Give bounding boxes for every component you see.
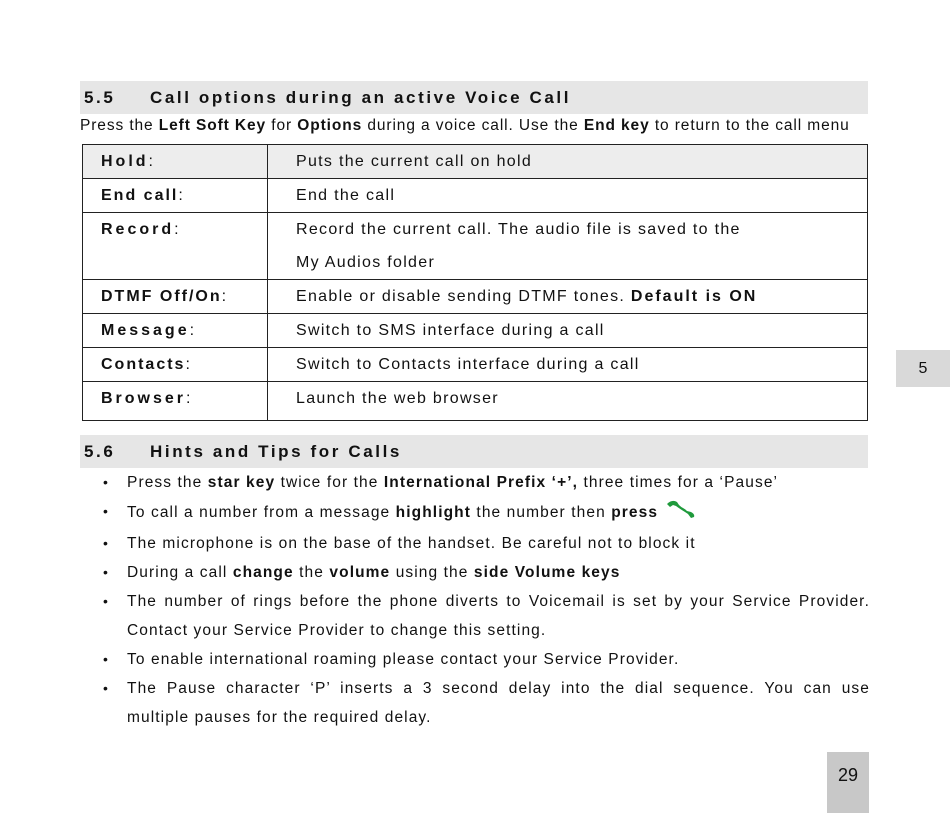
- option-key-cell: [83, 145, 268, 179]
- left-soft-key-label: Left Soft Key: [158, 117, 267, 134]
- tip-text: the: [293, 564, 330, 581]
- option-desc-cell: [268, 145, 868, 179]
- option-desc-cell: [268, 314, 868, 348]
- option-key-cell: [83, 280, 268, 314]
- star-key-label: star key: [207, 474, 276, 491]
- bullet: •: [103, 564, 110, 580]
- list-item: [82, 529, 870, 558]
- intro-text: [80, 117, 870, 135]
- section-number: 5.5: [84, 88, 116, 107]
- intro-part: to return to the call menu: [649, 117, 850, 134]
- side-volume-keys-label: side Volume keys: [473, 564, 621, 581]
- tip-text: Press the: [127, 474, 208, 491]
- option-desc-cell: [268, 382, 868, 421]
- list-item: [82, 558, 870, 587]
- table-row: [83, 179, 868, 213]
- option-separator: :: [189, 322, 196, 339]
- call-options-table: [82, 144, 868, 421]
- option-key-cell: [83, 179, 268, 213]
- table-row: [83, 348, 868, 382]
- option-desc: Switch to SMS interface during a call: [296, 322, 605, 339]
- table-row: [83, 213, 868, 280]
- section-5-6-heading: [80, 435, 868, 468]
- option-desc: Puts the current call on hold: [296, 153, 533, 170]
- tip-text: The Pause character ‘P’ inserts a 3 second delay into the dial sequence. You can use multiple pauses for the required delay.: [127, 680, 870, 726]
- international-prefix-label: International Prefix ‘+’,: [383, 474, 579, 491]
- bullet: •: [103, 680, 110, 696]
- options-label: Options: [297, 117, 363, 134]
- option-desc: Launch the web browser: [296, 390, 499, 407]
- option-desc: Record the current call. The audio file is saved to the: [296, 221, 741, 238]
- bullet: •: [103, 474, 110, 490]
- tip-text: During a call: [127, 564, 233, 581]
- option-name: Contacts: [101, 356, 186, 373]
- intro-part: during a voice call. Use the: [362, 117, 584, 134]
- option-desc-cell: [268, 280, 868, 314]
- list-item: [82, 674, 870, 732]
- page-number: 29: [827, 752, 869, 813]
- section-number: 5.6: [84, 442, 116, 461]
- list-item: [82, 587, 870, 645]
- section-title: Call options during an active Voice Call: [150, 88, 572, 107]
- option-separator: :: [148, 153, 155, 170]
- option-name: Browser: [101, 390, 187, 407]
- bullet: •: [103, 651, 110, 667]
- option-desc: Enable or disable sending DTMF tones.: [296, 288, 631, 305]
- option-name: End call: [101, 187, 179, 204]
- chapter-tab: 5: [896, 350, 950, 387]
- option-key-cell: [83, 348, 268, 382]
- list-item: [82, 645, 870, 674]
- option-desc: End the call: [296, 187, 396, 204]
- end-key-label: End key: [583, 117, 650, 134]
- tip-text: the number then: [471, 504, 612, 522]
- option-desc: My Audios folder: [296, 254, 436, 271]
- tip-text: using the: [390, 564, 474, 581]
- press-label: press: [611, 504, 659, 522]
- option-name: Hold: [101, 153, 149, 170]
- bullet: •: [103, 593, 110, 609]
- option-name: Message: [101, 322, 190, 339]
- change-label: change: [232, 564, 294, 581]
- green-handset-icon: [664, 497, 700, 529]
- bullet: •: [103, 535, 110, 551]
- option-key-cell: [83, 314, 268, 348]
- option-separator: :: [185, 356, 192, 373]
- intro-part: for: [266, 117, 298, 134]
- highlight-label: highlight: [395, 504, 471, 522]
- option-desc: Switch to Contacts interface during a call: [296, 356, 640, 373]
- option-separator: :: [174, 221, 180, 238]
- tip-text: To enable international roaming please contact your Service Provider.: [127, 651, 680, 668]
- table-row: [83, 314, 868, 348]
- option-separator: :: [178, 187, 185, 204]
- tips-list: [82, 468, 870, 732]
- bullet: •: [103, 503, 110, 519]
- option-desc-cell: [268, 179, 868, 213]
- volume-label: volume: [329, 564, 391, 581]
- option-separator: :: [186, 390, 192, 407]
- table-row: [83, 145, 868, 179]
- option-name: Record: [101, 221, 175, 238]
- tip-text: three times for a ‘Pause’: [578, 474, 779, 491]
- option-key-cell: [83, 382, 268, 421]
- intro-part: Press the: [80, 117, 159, 134]
- section-5-5-heading: [80, 81, 868, 114]
- option-name: DTMF Off/On: [101, 288, 222, 305]
- option-desc-cell: [268, 348, 868, 382]
- tip-text: The microphone is on the base of the handset. Be careful not to block it: [127, 535, 696, 552]
- option-desc-cell: [268, 213, 868, 280]
- option-separator: :: [221, 288, 228, 305]
- section-title: Hints and Tips for Calls: [150, 442, 402, 461]
- list-item: [82, 468, 870, 497]
- table-row: [83, 382, 868, 421]
- default-on-note: Default is ON: [630, 288, 758, 305]
- table-row: [83, 280, 868, 314]
- tip-text: To call a number from a message: [127, 504, 396, 522]
- list-item: [82, 497, 870, 529]
- option-key-cell: [83, 213, 268, 280]
- tip-text: The number of rings before the phone diverts to Voicemail is set by your Service Provider. Contact your Service Provider to change this setting.: [127, 593, 870, 639]
- tip-text: twice for the: [275, 474, 384, 491]
